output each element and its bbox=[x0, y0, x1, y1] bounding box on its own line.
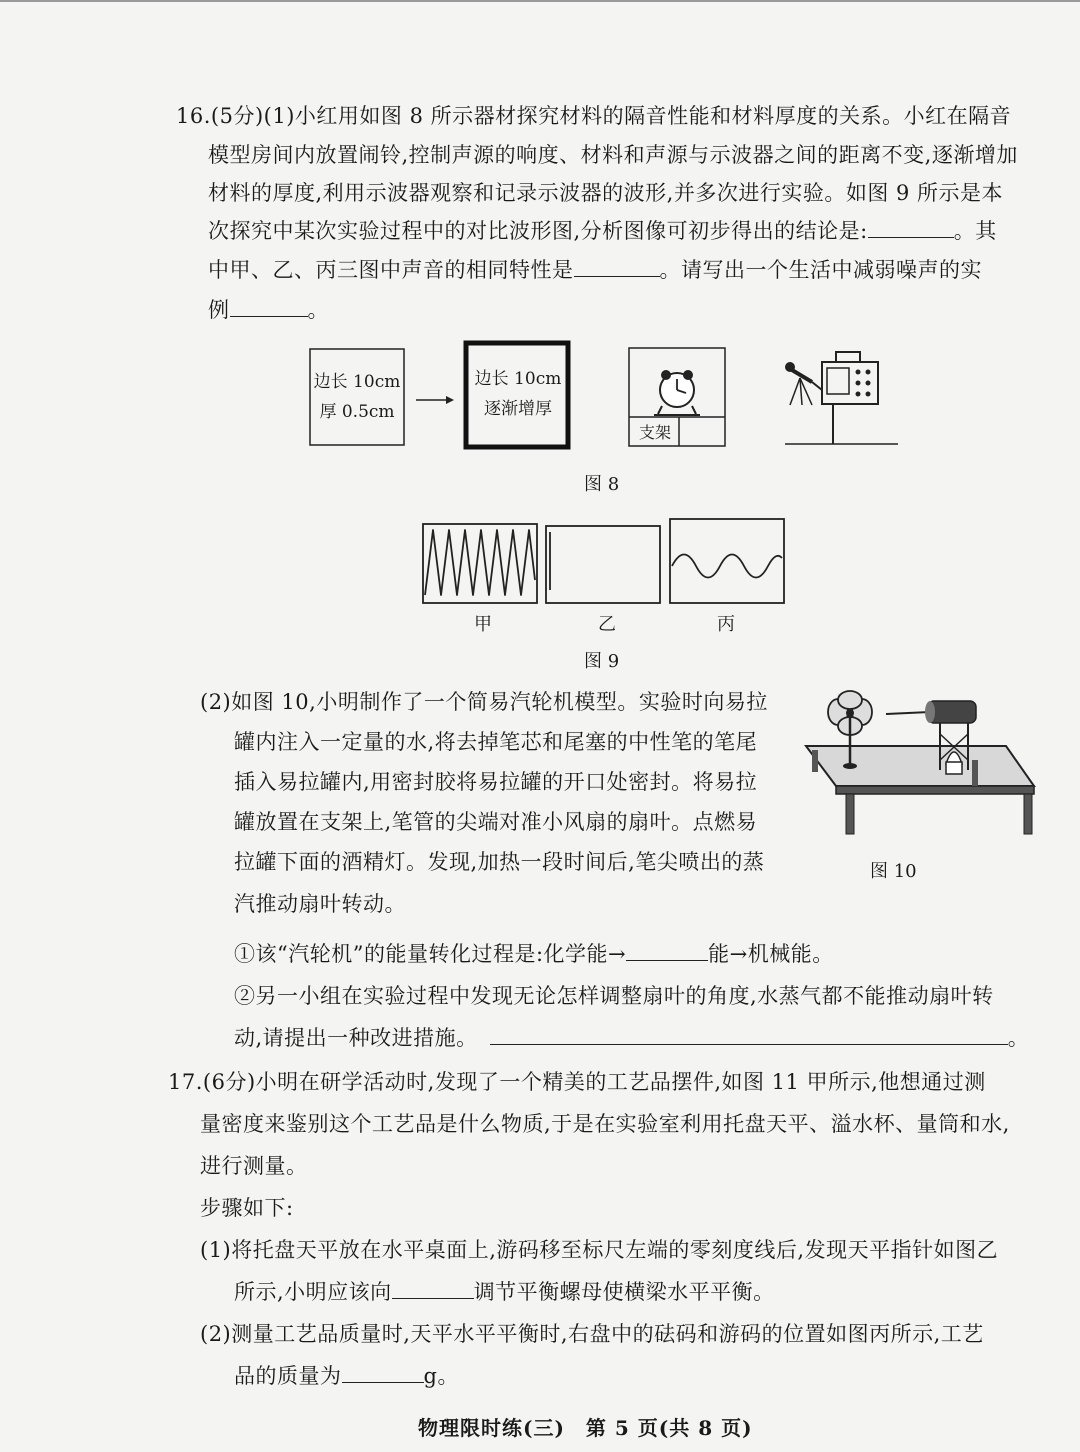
q16-sub1 bbox=[234, 938, 834, 968]
q16-part2-line-5: 拉罐下面的酒精灯。发现,加热一段时间后,笔尖喷出的蒸 bbox=[234, 850, 765, 874]
q17-steps-title: 步骤如下: bbox=[200, 1196, 294, 1220]
figure-9-caption: 图 9 bbox=[584, 651, 620, 672]
q16-line-2: 模型房间内放置闹铃,控制声源的响度、材料和声源与示波器之间的距离不变,逐渐增加 bbox=[208, 143, 1018, 167]
q16-sub2-end: 。 bbox=[1007, 1026, 1030, 1050]
label-yi: 乙 bbox=[598, 614, 616, 635]
stand-label: 支架 bbox=[638, 423, 671, 442]
figure-8-caption: 图 8 bbox=[584, 474, 620, 495]
q16-part2-line-6: 汽推动扇叶转动。 bbox=[234, 892, 406, 916]
page-footer: 物理限时练(三) 第 5 页(共 8 页) bbox=[418, 1416, 753, 1440]
box2-line1: 边长 10cm bbox=[474, 369, 562, 389]
answer-blank[interactable] bbox=[490, 1026, 1008, 1045]
q17-step1-line-1: (1)将托盘天平放在水平桌面上,游码移至标尺左端的零刻度线后,发现天平指针如图乙 bbox=[200, 1238, 999, 1262]
q16-sub1-text: ①该“汽轮机”的能量转化过程是:化学能→ bbox=[234, 942, 627, 966]
label-bing: 丙 bbox=[717, 614, 735, 635]
q17-step1-line-2 bbox=[234, 1276, 775, 1306]
q16-part2-line-3: 插入易拉罐内,用密封胶将易拉罐的开口处密封。将易拉 bbox=[234, 770, 758, 794]
box2-line2: 逐渐增厚 bbox=[484, 399, 552, 419]
q16-line-3: 材料的厚度,利用示波器观察和记录示波器的波形,并多次进行实验。如图 9 所示是本 bbox=[208, 181, 1004, 205]
answer-blank[interactable] bbox=[342, 1364, 424, 1383]
q17-line-2: 量密度来鉴别这个工艺品是什么物质,于是在实验室利用托盘天平、溢水杯、量筒和水, bbox=[200, 1112, 1010, 1136]
q16-part2-line-1: (2)如图 10,小明制作了一个简易汽轮机模型。实验时向易拉 bbox=[200, 690, 768, 714]
answer-blank[interactable] bbox=[626, 942, 708, 961]
q17-step2-line-1: (2)测量工艺品质量时,天平水平平衡时,右盘中的砝码和游码的位置如图丙所示,工艺 bbox=[200, 1322, 984, 1346]
q17-line-1: 17.(6分)小明在研学活动时,发现了一个精美的工艺品摆件,如图 11 甲所示,他想通过测 bbox=[168, 1070, 986, 1094]
box1-line2: 厚 0.5cm bbox=[319, 402, 395, 422]
label-jia: 甲 bbox=[474, 614, 492, 635]
q17-step1-end: 调节平衡螺母使横梁水平平衡。 bbox=[473, 1280, 775, 1304]
q16-line-1: 16.(5分)(1)小红用如图 8 所示器材探究材料的隔音性能和材料厚度的关系。小红在隔音 bbox=[176, 104, 1012, 128]
q16-sub2-line-1: ②另一小组在实验过程中发现无论怎样调整扇叶的角度,水蒸气都不能推动扇叶转 bbox=[234, 984, 994, 1008]
q16-line-5-text: 中甲、乙、丙三图中声音的相同特性是 bbox=[208, 258, 574, 282]
q17-line-3: 进行测量。 bbox=[200, 1154, 308, 1178]
figure-10-caption: 图 10 bbox=[870, 861, 917, 882]
q16-part2-line-2: 罐内注入一定量的水,将去掉笔芯和尾塞的中性笔的笔尾 bbox=[234, 730, 758, 754]
q16-sub1-end: 能→机械能。 bbox=[708, 942, 834, 966]
q16-line-4-text: 次探究中某次实验过程中的对比波形图,分析图像可初步得出的结论是: bbox=[208, 219, 868, 243]
q16-sub2-line-2 bbox=[234, 1022, 1029, 1052]
q17-step1-text: 所示,小明应该向 bbox=[234, 1280, 392, 1304]
q16-line-4-end: 。其 bbox=[953, 219, 997, 243]
answer-blank[interactable] bbox=[392, 1280, 474, 1299]
q16-sub2-text: 动,请提出一种改进措施。 bbox=[234, 1026, 478, 1050]
q16-part2-line-4: 罐放置在支架上,笔管的尖端对准小风扇的扇叶。点燃易 bbox=[234, 810, 758, 834]
q16-line-5-end: 。请写出一个生活中减弱噪声的实 bbox=[659, 258, 982, 282]
q16-line-6-text: 例 bbox=[208, 298, 230, 322]
q17-step2-line-2 bbox=[234, 1360, 459, 1390]
q17-step2-end: g。 bbox=[423, 1364, 459, 1388]
q16-line-6-end: 。 bbox=[307, 298, 329, 322]
q17-step2-text: 品的质量为 bbox=[234, 1364, 342, 1388]
table-icon bbox=[806, 746, 1034, 834]
box1-line1: 边长 10cm bbox=[313, 372, 401, 392]
